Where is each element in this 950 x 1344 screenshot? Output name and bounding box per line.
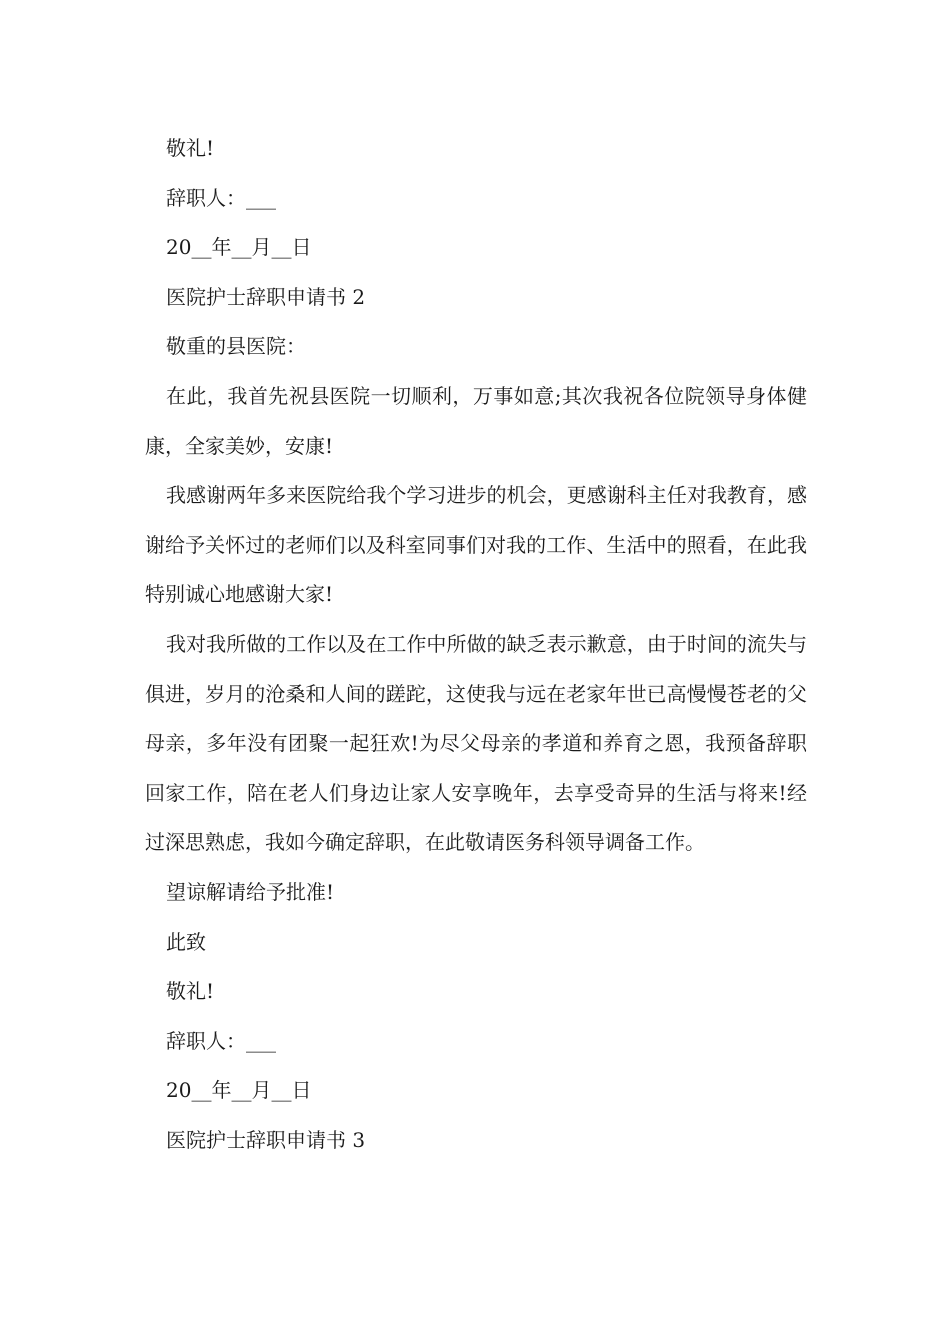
date-line: 20__年__月__日 — [166, 1078, 312, 1103]
closing-salutation: 敬礼! — [166, 136, 215, 160]
closing-phrase: 此致 — [166, 929, 206, 954]
body-paragraph: 我感谢两年多来医院给我个学习进步的机会，更感谢科主任对我教育，感谢给予关怀过的老师们以及科室同事们对我的工作、生活中的照看，在此我特别诚心地感谢大家! — [145, 483, 807, 607]
closing-salutation: 敬礼! — [166, 979, 215, 1004]
section-title: 医院护士辞职申请书 2 — [166, 284, 366, 309]
body-paragraph: 在此，我首先祝县医院一切顺利，万事如意;其次我祝各位院领导身体健康，全家美妙，安康! — [145, 383, 807, 458]
addressee: 敬重的县医院： — [166, 334, 306, 359]
resignee-signature: 辞职人：___ — [166, 185, 276, 210]
document-body — [145, 124, 807, 1165]
date-line: 20__年__月__日 — [166, 235, 312, 260]
request-line: 望谅解请给予批准! — [166, 879, 335, 904]
body-paragraph: 我对我所做的工作以及在工作中所做的缺乏表示歉意，由于时间的流失与俱进，岁月的沧桑和人间的蹉跎，这使我与远在老家年世已高慢慢苍老的父母亲，多年没有团聚一起狂欢!为尽父母亲的孝道和养育之恩，我预备辞职回家工作，陪在老人们身边让家人安享晚年，去享受奇异的生活与将来!经过深思熟虑，我如今确定辞职，在此敬请医务科领导调备工作。 — [145, 631, 807, 855]
section-title: 医院护士辞职申请书 3 — [166, 1127, 366, 1152]
resignee-signature: 辞职人：___ — [166, 1028, 276, 1053]
